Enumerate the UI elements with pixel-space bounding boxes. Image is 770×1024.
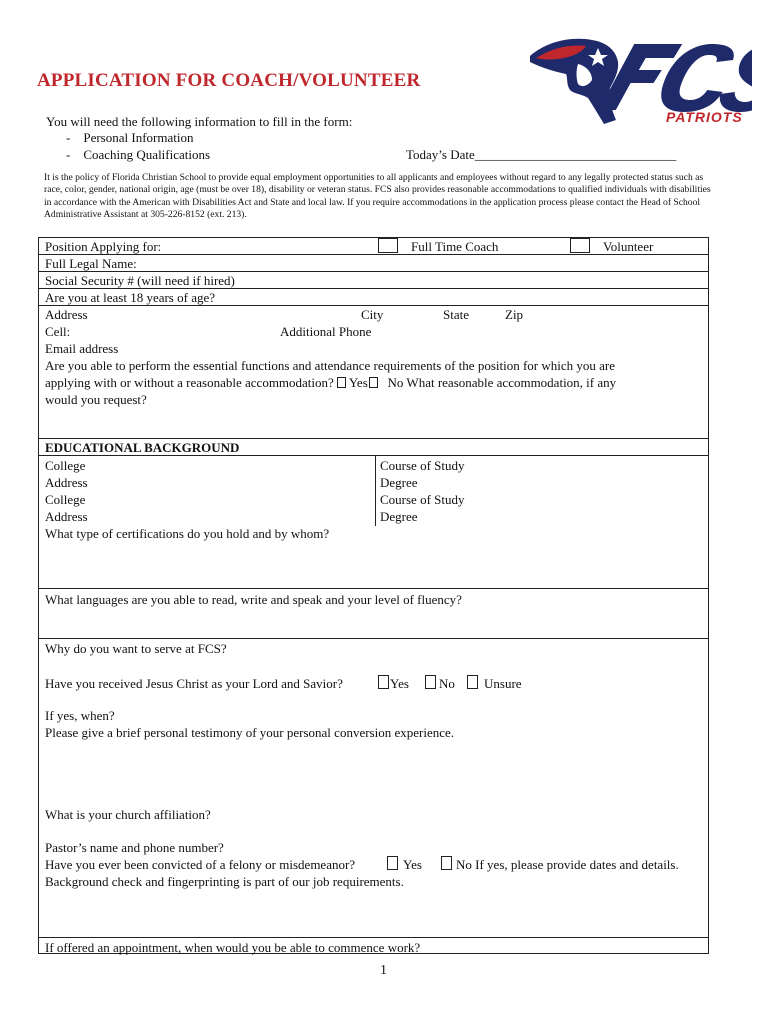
felony-no-label: No If yes, please provide dates and details. xyxy=(456,857,679,872)
intro-item-personal: - Personal Information xyxy=(66,130,194,145)
degree-field-1[interactable]: Degree xyxy=(380,475,418,490)
todays-date-field[interactable]: Today’s Date_______________________________ xyxy=(406,147,677,162)
full-time-coach-checkbox[interactable] xyxy=(378,238,398,253)
logo-patriots-text: PATRIOTS xyxy=(666,109,743,125)
additional-phone-field[interactable]: Additional Phone xyxy=(280,324,372,339)
intro-item-coaching: - Coaching Qualifications xyxy=(66,147,211,162)
course-of-study-field-1[interactable]: Course of Study xyxy=(380,458,465,473)
educational-background-heading: EDUCATIONAL BACKGROUND xyxy=(45,440,240,455)
intro-item-label: Coaching Qualifications xyxy=(83,147,211,162)
college-address-field-2[interactable]: Address xyxy=(45,509,88,524)
background-check-note: Background check and fingerprinting is part of our job requirements. xyxy=(45,874,404,889)
age-question[interactable]: Are you at least 18 years of age? xyxy=(45,290,216,305)
college-address-field-1[interactable]: Address xyxy=(45,475,88,490)
page-title: APPLICATION FOR COACH/VOLUNTEER xyxy=(37,70,421,91)
testimony-question[interactable]: Please give a brief personal testimony of your personal conversion experience. xyxy=(45,725,454,740)
intro-item-label: Personal Information xyxy=(83,130,194,145)
volunteer-label: Volunteer xyxy=(603,239,654,254)
policy-text: It is the policy of Florida Christian School to provide equal employment opportunities to all applicants and employees without regard to any legally protected status such as race, color, gender, national origin, age (must be over 18), disability or veteran status. FCS also provides reasonable accommodations to qualified individuals with disabilities in accordance with the American with Disabilities Act and State and local law. If you require accommodations in the application process please contact the Head of School Administrative Assistant at 305-226-8152 (ext. 213). xyxy=(44,172,711,220)
accommodation-yes-label: Yes xyxy=(348,375,368,390)
jesus-unsure-checkbox[interactable] xyxy=(467,675,478,689)
state-field[interactable]: State xyxy=(443,307,469,322)
email-field[interactable]: Email address xyxy=(45,341,119,356)
college-field-1[interactable]: College xyxy=(45,458,86,473)
jesus-yes-checkbox[interactable] xyxy=(378,675,389,689)
accommodation-no-checkbox[interactable] xyxy=(369,377,378,388)
cell-field[interactable]: Cell: xyxy=(45,324,71,339)
jesus-yes-label: Yes xyxy=(390,676,409,691)
accommodation-question-line3: would you request? xyxy=(45,392,147,407)
volunteer-checkbox[interactable] xyxy=(570,238,590,253)
page-number: 1 xyxy=(380,963,387,978)
jesus-no-label: No xyxy=(439,676,455,691)
degree-field-2[interactable]: Degree xyxy=(380,509,418,524)
jesus-unsure-label: Unsure xyxy=(484,676,522,691)
intro-lead: You will need the following information to fill in the form: xyxy=(46,114,353,129)
felony-yes-checkbox[interactable] xyxy=(387,856,398,870)
full-legal-name-field[interactable]: Full Legal Name: xyxy=(45,256,137,271)
accommodation-question-line1: Are you able to perform the essential functions and attendance requirements of the position for which you are xyxy=(45,358,616,373)
accommodation-question-text: applying with or without a reasonable accommodation? xyxy=(45,375,334,390)
course-of-study-field-2[interactable]: Course of Study xyxy=(380,492,465,507)
felony-yes-label: Yes xyxy=(403,857,422,872)
church-affiliation-field[interactable]: What is your church affiliation? xyxy=(45,807,211,822)
received-jesus-question: Have you received Jesus Christ as your Lord and Savior? xyxy=(45,676,343,691)
full-time-coach-label: Full Time Coach xyxy=(411,239,499,254)
position-applying-label: Position Applying for: xyxy=(45,239,162,254)
address-field[interactable]: Address xyxy=(45,307,88,322)
felony-no-checkbox[interactable] xyxy=(441,856,452,870)
accommodation-yes-checkbox[interactable] xyxy=(337,377,346,388)
felony-question: Have you ever been convicted of a felony or misdemeanor? xyxy=(45,857,356,872)
certifications-question[interactable]: What type of certifications do you hold and by whom? xyxy=(45,526,330,541)
jesus-no-checkbox[interactable] xyxy=(425,675,436,689)
commence-work-field[interactable]: If offered an appointment, when would you be able to commence work? xyxy=(45,940,421,955)
ssn-field[interactable]: Social Security # (will need if hired) xyxy=(45,273,235,288)
why-serve-question[interactable]: Why do you want to serve at FCS? xyxy=(45,641,227,656)
city-field[interactable]: City xyxy=(361,307,384,322)
fcs-patriots-logo xyxy=(526,14,752,136)
languages-question[interactable]: What languages are you able to read, write and speak and your level of fluency? xyxy=(45,592,462,607)
college-field-2[interactable]: College xyxy=(45,492,86,507)
if-yes-when-field[interactable]: If yes, when? xyxy=(45,708,115,723)
accommodation-question-line2 xyxy=(45,375,616,390)
pastor-field[interactable]: Pastor’s name and phone number? xyxy=(45,840,224,855)
accommodation-no-label: No What reasonable accommodation, if any xyxy=(387,375,617,390)
zip-field[interactable]: Zip xyxy=(505,307,524,322)
